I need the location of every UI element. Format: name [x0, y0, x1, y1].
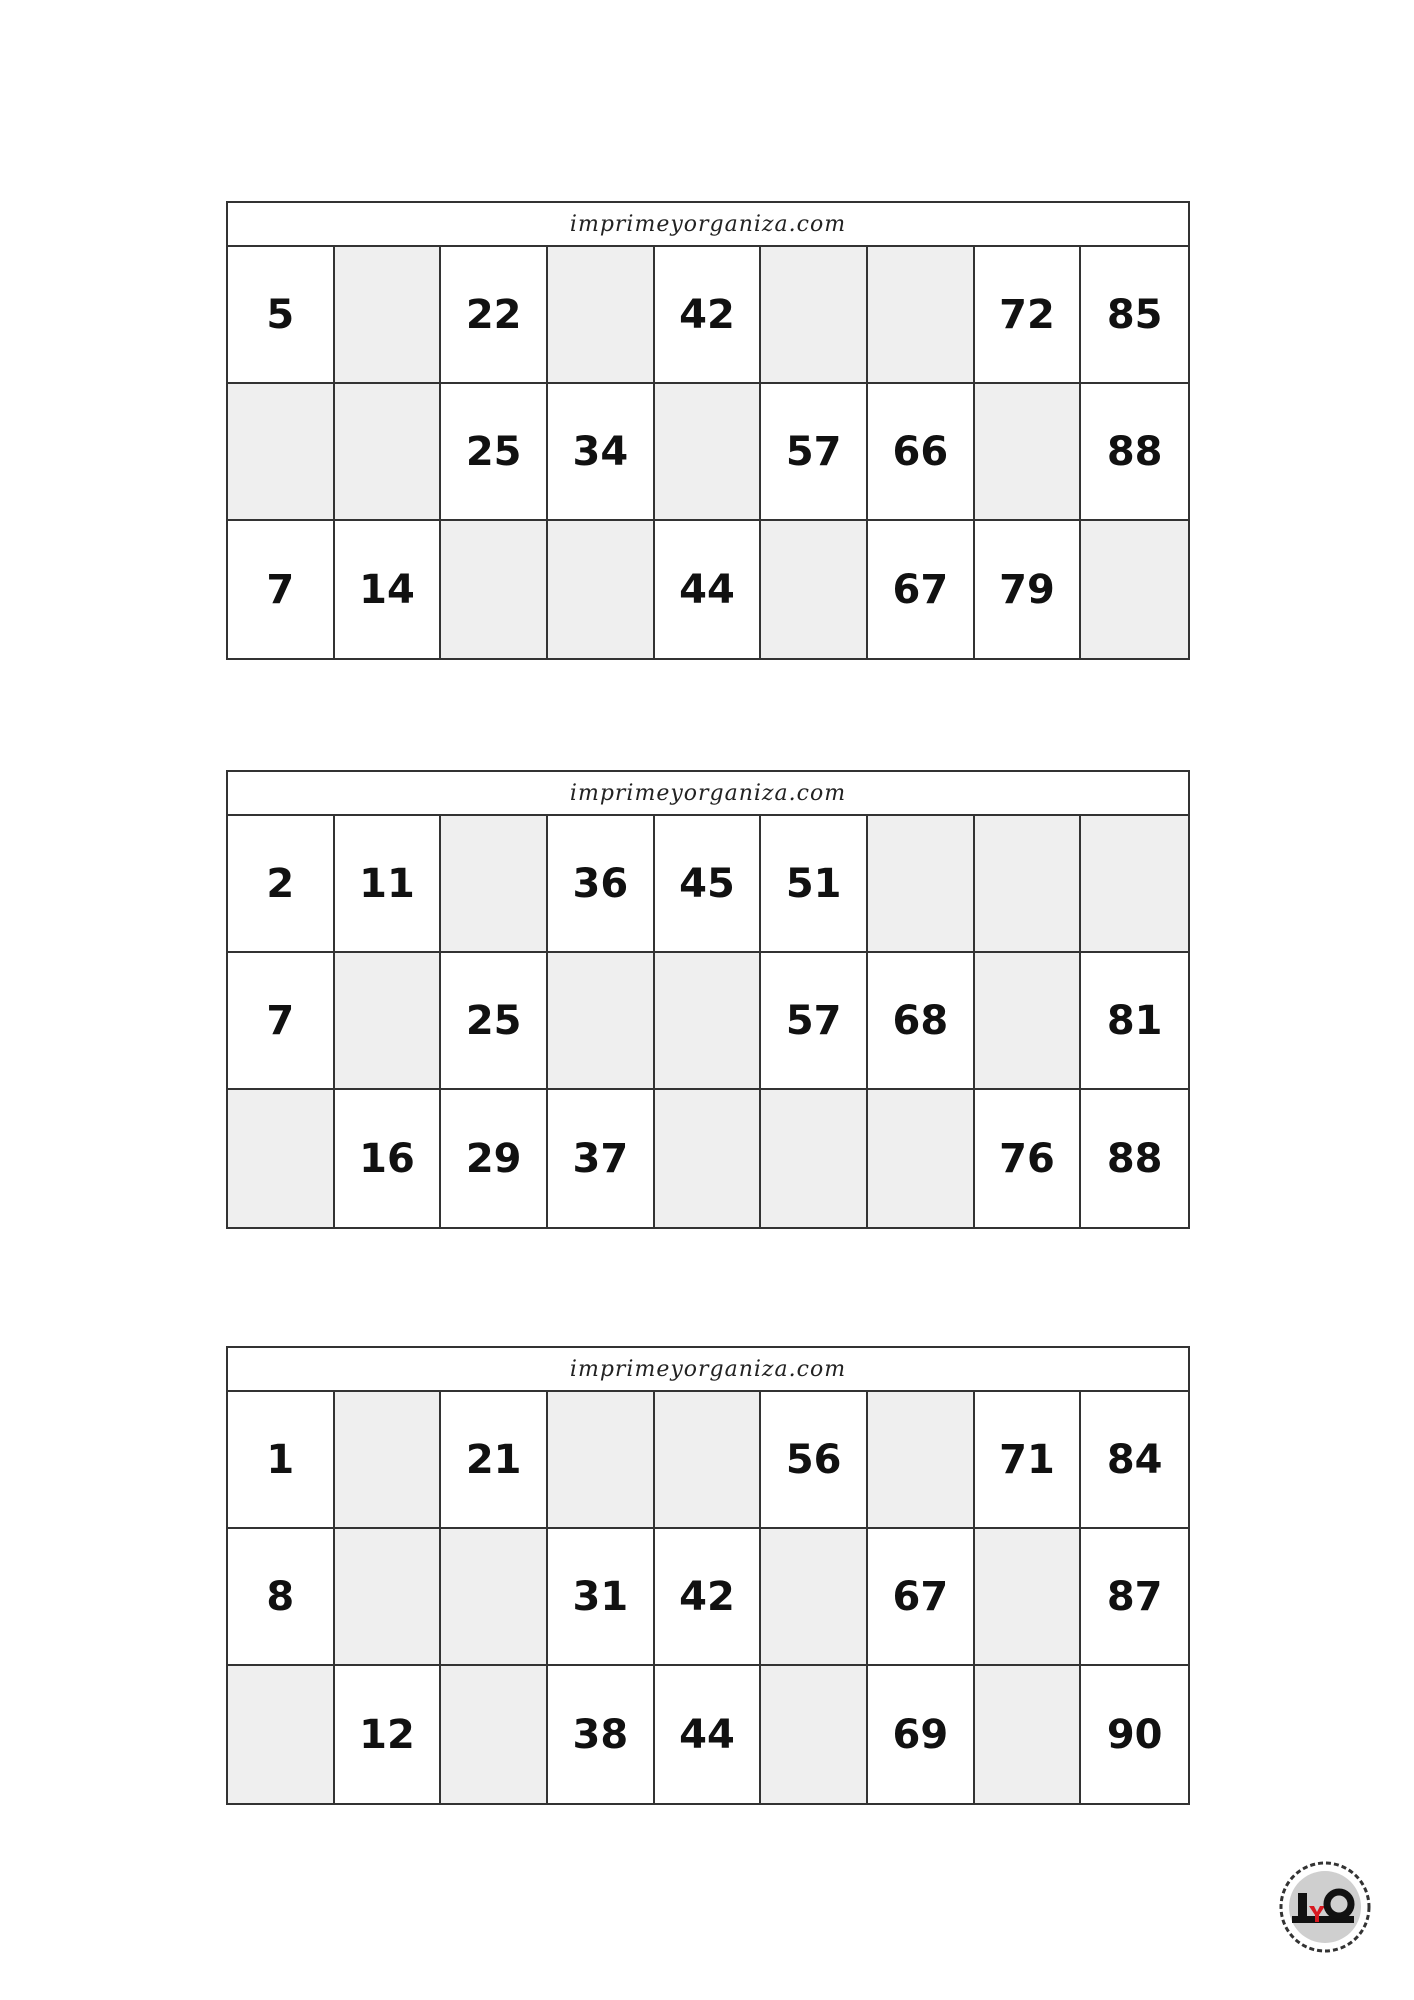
bingo-cell-empty	[761, 1090, 868, 1227]
bingo-cell-number: 79	[975, 521, 1082, 658]
iyo-logo-icon	[1278, 1860, 1372, 1954]
bingo-cell-empty	[975, 384, 1082, 521]
bingo-cell-number: 76	[975, 1090, 1082, 1227]
bingo-cell-number: 31	[548, 1529, 655, 1666]
bingo-cell-number: 34	[548, 384, 655, 521]
card-header-site-label: imprimeyorganiza.com	[228, 772, 1188, 816]
bingo-cell-number: 57	[761, 953, 868, 1090]
bingo-cell-number: 42	[655, 1529, 762, 1666]
bingo-cell-number: 36	[548, 816, 655, 953]
bingo-cell-number: 85	[1081, 247, 1188, 384]
bingo-cell-number: 21	[441, 1392, 548, 1529]
bingo-cell-number: 8	[228, 1529, 335, 1666]
bingo-cell-empty	[1081, 521, 1188, 658]
bingo-cell-empty	[868, 816, 975, 953]
bingo-cell-empty	[335, 1392, 442, 1529]
bingo-cell-empty	[228, 384, 335, 521]
bingo-cell-number: 7	[228, 521, 335, 658]
bingo-cell-empty	[975, 953, 1082, 1090]
bingo-cell-number: 29	[441, 1090, 548, 1227]
bingo-cell-empty	[335, 247, 442, 384]
bingo-cell-empty	[655, 384, 762, 521]
bingo-cell-number: 81	[1081, 953, 1188, 1090]
bingo-cell-number: 16	[335, 1090, 442, 1227]
bingo-cell-empty	[548, 521, 655, 658]
bingo-cell-empty	[868, 1392, 975, 1529]
bingo-cell-number: 67	[868, 1529, 975, 1666]
bingo-cell-empty	[761, 1666, 868, 1803]
card-grid	[228, 1392, 1188, 1803]
bingo-cell-empty	[548, 953, 655, 1090]
bingo-cell-empty	[761, 1529, 868, 1666]
card-grid	[228, 816, 1188, 1227]
bingo-cell-empty	[975, 1666, 1082, 1803]
bingo-cell-number: 2	[228, 816, 335, 953]
bingo-cell-number: 87	[1081, 1529, 1188, 1666]
bingo-cell-empty	[761, 247, 868, 384]
bingo-cell-number: 7	[228, 953, 335, 1090]
bingo-cell-empty	[548, 247, 655, 384]
bingo-cell-number: 5	[228, 247, 335, 384]
bingo-cell-number: 90	[1106, 1711, 1163, 1758]
bingo-cell-number: 22	[441, 247, 548, 384]
bingo-cell-number: 56	[761, 1392, 868, 1529]
bingo-cell-empty	[335, 1529, 442, 1666]
bingo-cell-empty	[761, 521, 868, 658]
bingo-cell-number: 37	[548, 1090, 655, 1227]
bingo-cell-empty	[655, 1392, 762, 1529]
bingo-cell-empty	[441, 1529, 548, 1666]
bingo-cell-empty	[441, 816, 548, 953]
bingo-cell-empty	[548, 1392, 655, 1529]
bingo-cell-number: 51	[761, 816, 868, 953]
bingo-cell-number: 71	[975, 1392, 1082, 1529]
bingo-cell-number: 1	[228, 1392, 335, 1529]
bingo-cell-empty	[1081, 816, 1188, 953]
bingo-cell-number: 25	[441, 953, 548, 1090]
bingo-cell-number: 42	[655, 247, 762, 384]
bingo-cell-empty	[655, 1090, 762, 1227]
bingo-cell-number: 67	[868, 521, 975, 658]
bingo-card-3	[226, 1346, 1190, 1805]
bingo-cell-empty	[975, 1529, 1082, 1666]
bingo-card-2	[226, 770, 1190, 1229]
bingo-cell-empty	[868, 1090, 975, 1227]
bingo-cell-number: 69	[868, 1666, 975, 1803]
bingo-cell-empty	[868, 247, 975, 384]
bingo-cell-number: 66	[868, 384, 975, 521]
bingo-cell-number: 84	[1081, 1392, 1188, 1529]
bingo-cell-number: 68	[868, 953, 975, 1090]
bingo-cell-number: 45	[655, 816, 762, 953]
bingo-card-1	[226, 201, 1190, 660]
bingo-cell-number: 12	[335, 1666, 442, 1803]
bingo-cell-number: 14	[335, 521, 442, 658]
bingo-cell-number: 57	[761, 384, 868, 521]
bingo-cell-number: 44	[655, 521, 762, 658]
card-grid	[228, 247, 1188, 658]
bingo-cell-number: 72	[975, 247, 1082, 384]
bingo-cell-empty	[441, 1666, 548, 1803]
bingo-cell-empty	[228, 1666, 335, 1803]
bingo-cell-empty	[335, 953, 442, 1090]
card-header-site-label: imprimeyorganiza.com	[228, 1348, 1188, 1392]
bingo-cell-number: 25	[441, 384, 548, 521]
bingo-cell-empty	[228, 1090, 335, 1227]
bingo-cell-empty	[655, 953, 762, 1090]
bingo-cell-empty	[441, 521, 548, 658]
bingo-cell-number: 44	[655, 1666, 762, 1803]
card-header-site-label: imprimeyorganiza.com	[228, 203, 1188, 247]
bingo-cell-number: 38	[548, 1666, 655, 1803]
bingo-cell-empty	[975, 816, 1082, 953]
bingo-cell-number: 88	[1081, 384, 1188, 521]
bingo-cell-empty	[335, 384, 442, 521]
bingo-cell-number: 88	[1106, 1135, 1163, 1182]
bingo-cell-number: 11	[335, 816, 442, 953]
